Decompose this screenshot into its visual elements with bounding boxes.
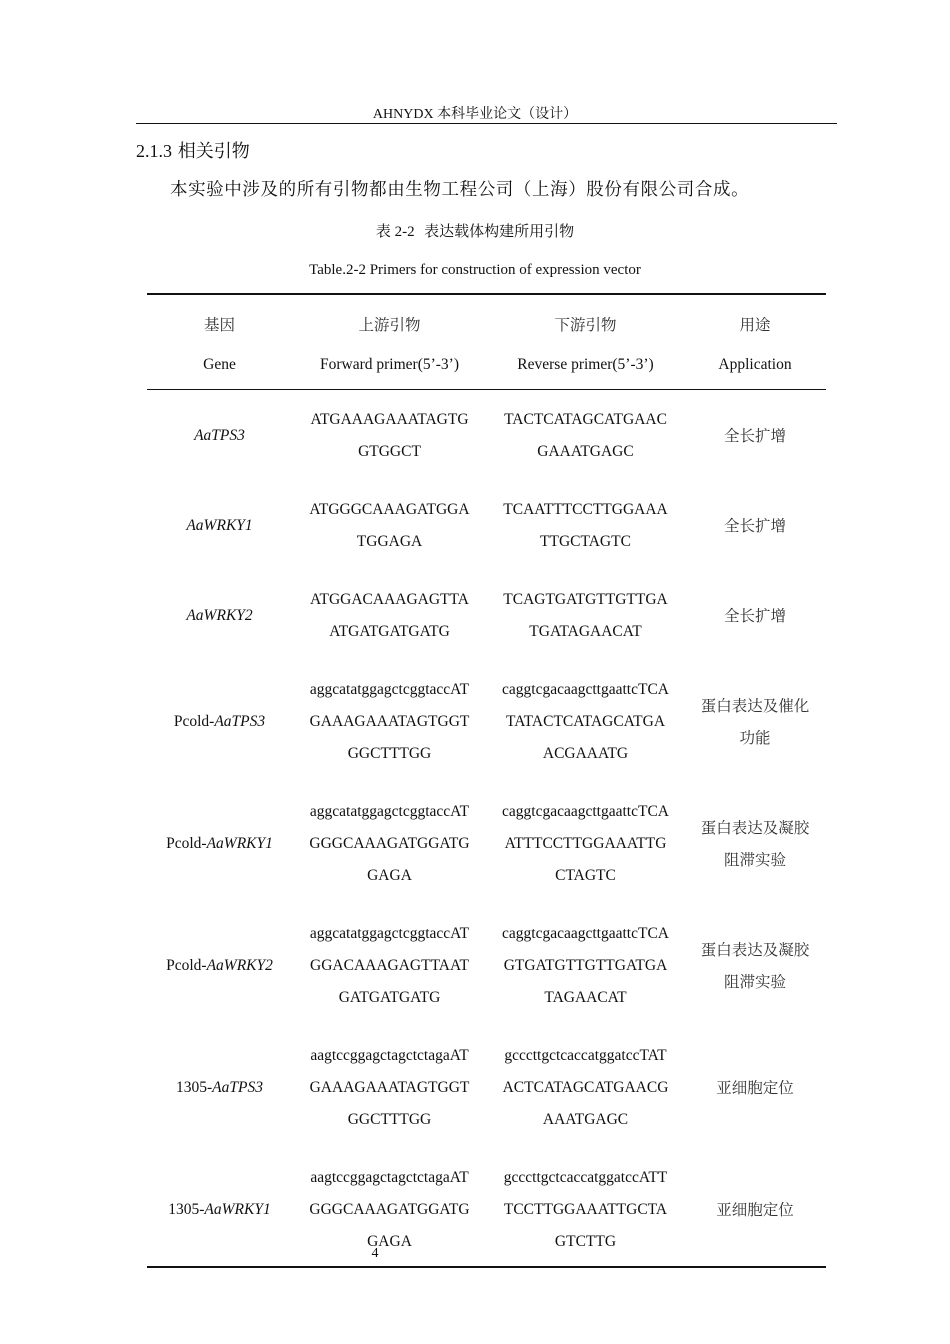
gene-name: AaWRKY2: [186, 607, 253, 624]
gene-name: AaTPS3: [214, 713, 266, 730]
gene-cell: [147, 390, 292, 482]
gene-prefix: Pcold-: [166, 835, 207, 852]
application-cell: 蛋白表达及凝胶 阻滞实验: [700, 819, 810, 869]
forward-primer-cell: ATGGACAAAGAGTTA ATGATGATGATG: [310, 591, 469, 640]
section-title: 相关引物: [177, 141, 250, 162]
application-cell: 蛋白表达及凝胶 阻滞实验: [700, 941, 810, 991]
gene-name: AaTPS3: [194, 427, 245, 444]
application-cell: 全长扩增: [723, 517, 786, 535]
reverse-primer-cell: caggtcgacaagcttgaattcTCA ATTTCCTTGGAAATTG CTAGTC: [502, 803, 669, 884]
gene-name: AaWRKY1: [186, 517, 253, 534]
table-caption-en: Table.2-2 Primers for construction of expression vector: [309, 262, 641, 278]
table-header-row-en: [147, 344, 826, 390]
reverse-primer-cell: gcccttgctcaccatggatccTAT ACTCATAGCATGAACG AAATGAGC: [502, 1047, 669, 1128]
table-row: [147, 1027, 826, 1149]
application-cell: 蛋白表达及催化 功能: [700, 697, 810, 747]
table-row: [147, 481, 826, 571]
table-header-row-cn: [147, 294, 826, 344]
forward-primer-cell: ATGAAAGAAATAGTG GTGGCT: [310, 411, 469, 460]
application-cell: 全长扩增: [723, 607, 786, 625]
gene-cell: [147, 481, 292, 571]
gene-name: AaTPS3: [212, 1079, 263, 1096]
gene-prefix: 1305-: [168, 1201, 205, 1218]
table-row: [147, 905, 826, 1027]
forward-primer-cell: aggcatatggagctcggtaccAT GGACAAAGAGTTAAT GATGATGATG: [309, 925, 470, 1006]
table-row: [147, 571, 826, 661]
reverse-primer-cell: TCAATTTCCTTGGAAA TTGCTAGTC: [503, 501, 668, 550]
reverse-primer-cell: TCAGTGATGTTGTTGA TGATAGAACAT: [503, 591, 668, 640]
header-reverse-cn: 下游引物: [487, 294, 684, 344]
gene-cell: [147, 905, 292, 1027]
section-heading: [136, 137, 250, 163]
gene-name: AaWRKY2: [206, 957, 273, 974]
gene-prefix: Pcold-: [173, 713, 215, 730]
reverse-primer-cell: gcccttgctcaccatggatccATT TCCTTGGAAATTGCTA GTCTTG: [487, 1149, 684, 1267]
header-application-cn: 用途: [684, 294, 826, 344]
forward-primer-cell: aggcatatggagctcggtaccAT GGGCAAAGATGGATG GAGA: [309, 803, 470, 884]
header-forward-en: Forward primer(5’-3’): [292, 344, 487, 390]
header-rule: [136, 123, 837, 124]
forward-primer-cell: aggcatatggagctcggtaccAT GAAAGAAATAGTGGT GGCTTTGG: [309, 681, 470, 762]
gene-cell: [147, 661, 292, 783]
page-header: AHNYDX 本科毕业论文（设计）: [372, 107, 578, 122]
table-row: [147, 390, 826, 482]
primer-table: [147, 293, 826, 1268]
gene-cell: [147, 1027, 292, 1149]
table-caption-number: 表 2-2: [375, 224, 415, 240]
gene-cell: [147, 783, 292, 905]
forward-primer-cell: aagtccggagctagctctagaAT GGGCAAAGATGGATG GAGA: [292, 1149, 487, 1267]
page-number: 4: [371, 1246, 379, 1261]
reverse-primer-cell: caggtcgacaagcttgaattcTCA TATACTCATAGCATGA ACGAAATG: [502, 681, 669, 762]
application-cell: 亚细胞定位: [684, 1149, 826, 1267]
table-row: [147, 783, 826, 905]
gene-name: AaWRKY1: [204, 1201, 271, 1218]
header-application-en: Application: [684, 344, 826, 390]
header-gene-cn: 基因: [147, 294, 292, 344]
header-reverse-en: Reverse primer(5’-3’): [487, 344, 684, 390]
table-row: [147, 661, 826, 783]
gene-cell: [147, 571, 292, 661]
forward-primer-cell: ATGGGCAAAGATGGA TGGAGA: [309, 501, 470, 550]
forward-primer-cell: aagtccggagctagctctagaAT GAAAGAAATAGTGGT GGCTTTGG: [309, 1047, 470, 1128]
gene-prefix: 1305-: [176, 1079, 213, 1096]
section-number: 2.1.3: [136, 141, 172, 161]
application-cell: 亚细胞定位: [716, 1079, 794, 1097]
reverse-primer-cell: TACTCATAGCATGAAC GAAATGAGC: [504, 411, 667, 460]
body-paragraph: 本实验中涉及的所有引物都由生物工程公司（上海）股份有限公司合成。: [170, 180, 750, 200]
gene-prefix: Pcold-: [166, 957, 207, 974]
header-gene-en: Gene: [147, 344, 292, 390]
header-forward-cn: 上游引物: [292, 294, 487, 344]
table-caption-title: 表达载体构建所用引物: [424, 222, 575, 240]
table-caption-cn: [0, 220, 950, 241]
gene-name: AaWRKY1: [206, 835, 273, 852]
application-cell: 全长扩增: [723, 427, 786, 445]
reverse-primer-cell: caggtcgacaagcttgaattcTCA GTGATGTTGTTGATGA TAGAACAT: [502, 925, 669, 1006]
